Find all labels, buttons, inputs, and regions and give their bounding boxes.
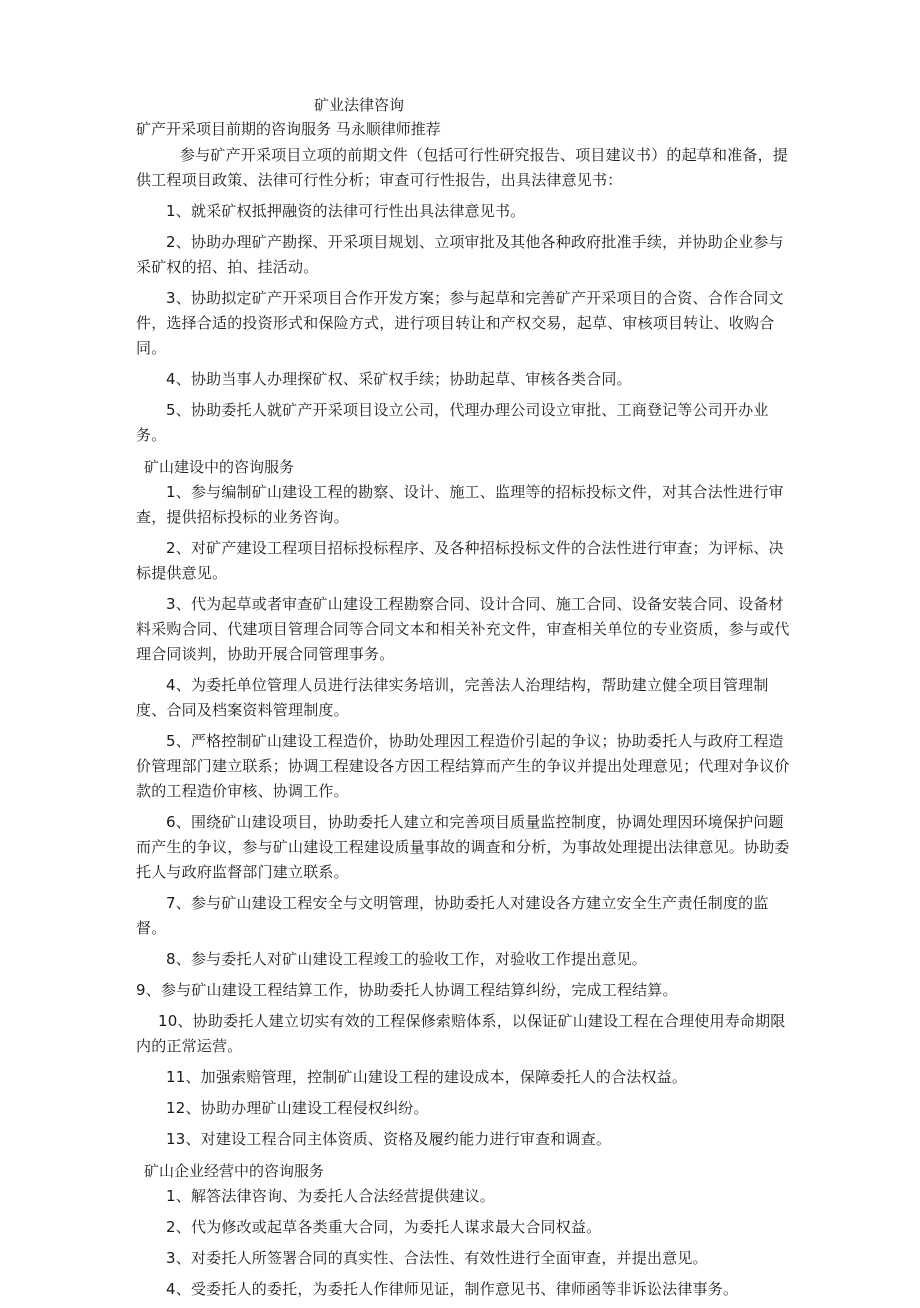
- section2-item: 7、参与矿山建设工程安全与文明管理，协助委托人对建设各方建立安全生产责任制度的监督。: [136, 894, 769, 937]
- section2-item: 1、参与编制矿山建设工程的勘察、设计、施工、监理等的招标投标文件，对其合法性进行审查，提供招标投标的业务咨询。: [136, 483, 784, 526]
- section2-item: 8、参与委托人对矿山建设工程竣工的验收工作，对验收工作提出意见。: [166, 950, 647, 968]
- section2-item: 4、为委托单位管理人员进行法律实务培训，完善法人治理结构，帮助建立健全项目管理制度、合同及档案资料管理制度。: [136, 676, 769, 719]
- section2-item: 2、对矿产建设工程项目招标投标程序、及各种招标投标文件的合法性进行审查；为评标、决标提供意见。: [136, 539, 784, 582]
- section-heading-construction: 矿山建设中的咨询服务: [144, 458, 295, 476]
- document-body: [136, 93, 796, 1308]
- section3-item: 4、受委托人的委托，为委托人作律师见证，制作意见书、律师函等非诉讼法律事务。: [166, 1280, 739, 1298]
- section2-item: 3、代为起草或者审查矿山建设工程勘察合同、设计合同、施工合同、设备安装合同、设备材料采购合同、代建项目管理合同等合同文本和相关补充文件，审查相关单位的专业资质，参与或代理合同谈判，协助开展合同管理事务。: [136, 595, 790, 663]
- section1-item: 4、协助当事人办理探矿权、采矿权手续；协助起草、审核各类合同。: [166, 370, 632, 388]
- section1-item: 2、协助办理矿产勘探、开采项目规划、立项审批及其他各种政府批准手续，并协助企业参与采矿权的招、拍、挂活动。: [136, 233, 784, 276]
- section2-item: 5、严格控制矿山建设工程造价，协助处理因工程造价引起的争议；协助委托人与政府工程造价管理部门建立联系；协调工程建设各方因工程结算而产生的争议并提出处理意见；代理对争议价款的工程造价审核、协调工作。: [136, 732, 790, 800]
- section2-item: 9、参与矿山建设工程结算工作，协助委托人协调工程结算纠纷，完成工程结算。: [136, 981, 678, 999]
- section3-item: 2、代为修改或起草各类重大合同，为委托人谋求最大合同权益。: [166, 1218, 602, 1236]
- section2-item: 11、加强索赔管理，控制矿山建设工程的建设成本，保障委托人的合法权益。: [166, 1068, 688, 1086]
- section3-item: 3、对委托人所签署合同的真实性、合法性、有效性进行全面审查，并提出意见。: [166, 1249, 708, 1267]
- section-heading-operations: 矿山企业经营中的咨询服务: [144, 1162, 325, 1180]
- section-heading-preliminary: 矿产开采项目前期的咨询服务 马永顺律师推荐: [136, 120, 441, 138]
- section2-item: 12、协助办理矿山建设工程侵权纠纷。: [166, 1099, 429, 1117]
- section3-item: 1、解答法律咨询、为委托人合法经营提供建议。: [166, 1187, 495, 1205]
- section2-item: 6、围绕矿山建设项目，协助委托人建立和完善项目质量监控制度，协调处理因环境保护问题而产生的争议，参与矿山建设工程建设质量事故的调查和分析，为事故处理提出法律意见。协助委托人与政府监督部门建立联系。: [136, 813, 790, 881]
- section2-item: 13、对建设工程合同主体资质、资格及履约能力进行审查和调查。: [166, 1130, 612, 1148]
- section1-item: 5、协助委托人就矿产开采项目设立公司，代理办理公司设立审批、工商登记等公司开办业务。: [136, 401, 769, 444]
- section1-item: 3、协助拟定矿产开采项目合作开发方案；参与起草和完善矿产开采项目的合资、合作合同文件，选择合适的投资形式和保险方式，进行项目转让和产权交易，起草、审核项目转让、收购合同。: [136, 289, 784, 357]
- document-title: 矿业法律咨询: [314, 96, 405, 114]
- section2-item: 10、协助委托人建立切实有效的工程保修索赔体系，以保证矿山建设工程在合理使用寿命期限内的正常运营。: [136, 1012, 786, 1055]
- section1-item: 1、就采矿权抵押融资的法律可行性出具法律意见书。: [166, 202, 526, 220]
- intro-paragraph: 参与矿产开采项目立项的前期文件（包括可行性研究报告、项目建议书）的起草和准备，提供工程项目政策、法律可行性分析；审查可行性报告，出具法律意见书：: [136, 146, 789, 189]
